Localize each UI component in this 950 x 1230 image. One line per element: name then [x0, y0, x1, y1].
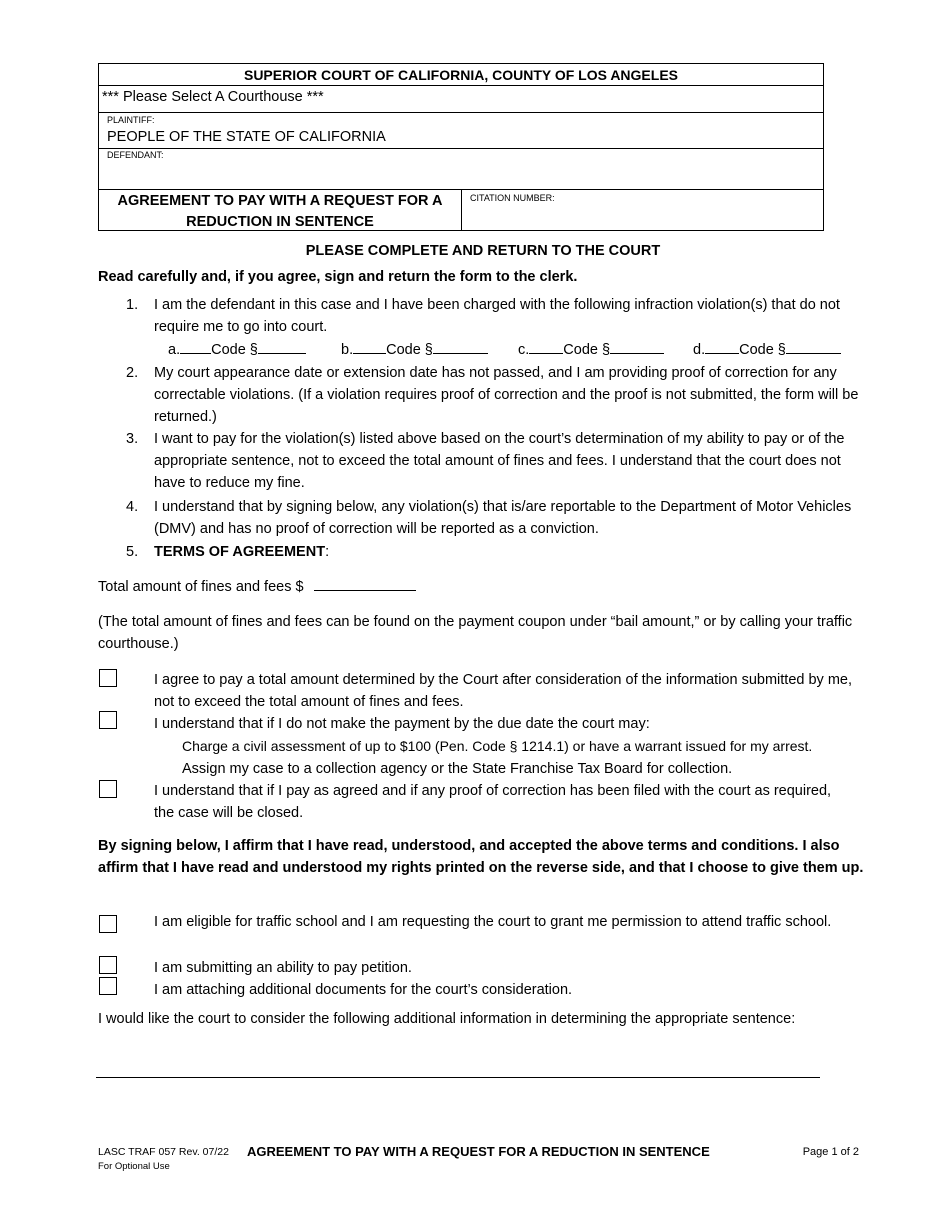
- form-title-line1: AGREEMENT TO PAY WITH A REQUEST FOR A: [117, 193, 443, 209]
- item-text: I am the defendant in this case and I have been charged with the following infraction violation(s) that do not require me to go into court.: [154, 297, 840, 335]
- item-number: 4.: [126, 499, 139, 515]
- plaintiff-field[interactable]: PEOPLE OF THE STATE OF CALIFORNIA: [107, 129, 386, 145]
- item-number: 3.: [126, 431, 139, 447]
- code-letter: b.: [341, 342, 354, 358]
- code-b-section-field[interactable]: [433, 339, 488, 354]
- additional-info-field[interactable]: [96, 1055, 820, 1078]
- citation-label: CITATION NUMBER:: [470, 193, 555, 203]
- agree-pay-text: I agree to pay a total amount determined by the Court after consideration of the information submitted by me, not to exceed the total amount of fines and fees.: [154, 672, 852, 710]
- fines-label: Total amount of fines and fees $: [98, 579, 304, 595]
- code-letter: c.: [518, 342, 530, 358]
- code-c-count-field[interactable]: [529, 339, 563, 354]
- defendant-field[interactable]: [107, 162, 807, 184]
- form-usage: For Optional Use: [98, 1161, 170, 1172]
- code-letter: d.: [693, 342, 706, 358]
- additional-docs-checkbox[interactable]: [99, 977, 117, 995]
- citation-field[interactable]: [470, 206, 815, 226]
- code-label: Code §: [386, 342, 433, 358]
- code-row: [168, 339, 868, 361]
- item-number: 1.: [126, 297, 139, 313]
- instructions-heading: PLEASE COMPLETE AND RETURN TO THE COURT: [305, 243, 661, 259]
- agree-pay-checkbox[interactable]: [99, 669, 117, 687]
- code-entry-a: [168, 339, 341, 361]
- plaintiff-label: PLAINTIFF:: [107, 115, 155, 125]
- fines-row: [98, 576, 416, 598]
- case-closed-checkbox[interactable]: [99, 780, 117, 798]
- code-a-section-field[interactable]: [258, 339, 306, 354]
- item-text: [154, 541, 868, 563]
- consequence-item: Assign my case to a collection agency or the State Franchise Tax Board for collection.: [182, 761, 733, 777]
- code-b-count-field[interactable]: [353, 339, 386, 354]
- code-entry-c: [518, 339, 693, 361]
- late-payment-text: I understand that if I do not make the payment by the due date the court may:: [154, 716, 650, 732]
- code-entry-d: [693, 339, 841, 361]
- item-number: 2.: [126, 365, 139, 381]
- caption-box: [98, 63, 824, 231]
- fines-note: (The total amount of fines and fees can be found on the payment coupon under “bail amount,” or by calling your traffic courthouse.): [98, 614, 853, 652]
- form-title: [99, 191, 461, 233]
- traffic-school-checkbox[interactable]: [99, 915, 117, 933]
- instructions-subheading: Read carefully and, if you agree, sign and return the form to the clerk.: [98, 269, 578, 285]
- defendant-label: DEFENDANT:: [107, 150, 164, 160]
- code-d-count-field[interactable]: [705, 339, 739, 354]
- item-number: 5.: [126, 544, 139, 560]
- form-id: LASC TRAF 057 Rev. 07/22: [98, 1146, 229, 1158]
- footer-title: AGREEMENT TO PAY WITH A REQUEST FOR A REDUCTION IN SENTENCE: [247, 1144, 710, 1159]
- late-payment-checkbox[interactable]: [99, 711, 117, 729]
- code-letter: a.: [168, 342, 181, 358]
- divider: [99, 85, 823, 86]
- additional-info-label: I would like the court to consider the following additional information in determining the appropriate sentence:: [98, 1011, 796, 1027]
- vertical-divider: [461, 189, 462, 231]
- item-text: My court appearance date or extension date has not passed, and I am providing proof of correction for any correctable violations. (If a violation requires proof of correction and the proof is not submitted, the form will be returned.): [154, 365, 859, 425]
- divider: [99, 112, 823, 113]
- divider: [99, 148, 823, 149]
- courthouse-select[interactable]: *** Please Select A Courthouse ***: [102, 89, 324, 105]
- code-entry-b: [341, 339, 518, 361]
- consequence-item: Charge a civil assessment of up to $100 (Pen. Code § 1214.1) or have a warrant issued for my arrest.: [182, 738, 813, 754]
- traffic-school-text: I am eligible for traffic school and I am requesting the court to grant me permission to attend traffic school.: [154, 914, 832, 930]
- terms-heading: TERMS OF AGREEMENT: [154, 544, 326, 560]
- page-number: Page 1 of 2: [802, 1146, 859, 1158]
- ability-to-pay-checkbox[interactable]: [99, 956, 117, 974]
- code-d-section-field[interactable]: [786, 339, 841, 354]
- code-c-section-field[interactable]: [610, 339, 664, 354]
- case-closed-text: I understand that if I pay as agreed and if any proof of correction has been filed with the court as required, the case will be closed.: [154, 783, 832, 821]
- fines-amount-field[interactable]: [314, 576, 416, 591]
- code-label: Code §: [211, 342, 258, 358]
- terms-heading-colon: :: [325, 544, 330, 560]
- item-text: I understand that by signing below, any violation(s) that is/are reportable to the Department of Motor Vehicles (DMV) and has no proof of correction will be reported as a conviction.: [154, 499, 852, 537]
- affirmation-text: By signing below, I affirm that I have read, understood, and accepted the above terms and conditions. I also affirm that I have read and understood my rights printed on the reverse side, and that I choose to give them up.: [98, 838, 864, 876]
- ability-to-pay-text: I am submitting an ability to pay petition.: [154, 960, 412, 976]
- court-name: SUPERIOR COURT OF CALIFORNIA, COUNTY OF LOS ANGELES: [243, 67, 678, 83]
- code-label: Code §: [563, 342, 611, 358]
- code-label: Code §: [739, 342, 786, 358]
- form-title-line2: REDUCTION IN SENTENCE: [186, 214, 374, 230]
- item-text: I want to pay for the violation(s) listed above based on the court’s determination of my ability to pay or of the appropriate sentence, not to exceed the total amount of fines and fees. I understand that the court does not have to reduce my fine.: [154, 431, 845, 491]
- additional-docs-text: I am attaching additional documents for the court’s consideration.: [154, 982, 573, 998]
- code-a-count-field[interactable]: [180, 339, 211, 354]
